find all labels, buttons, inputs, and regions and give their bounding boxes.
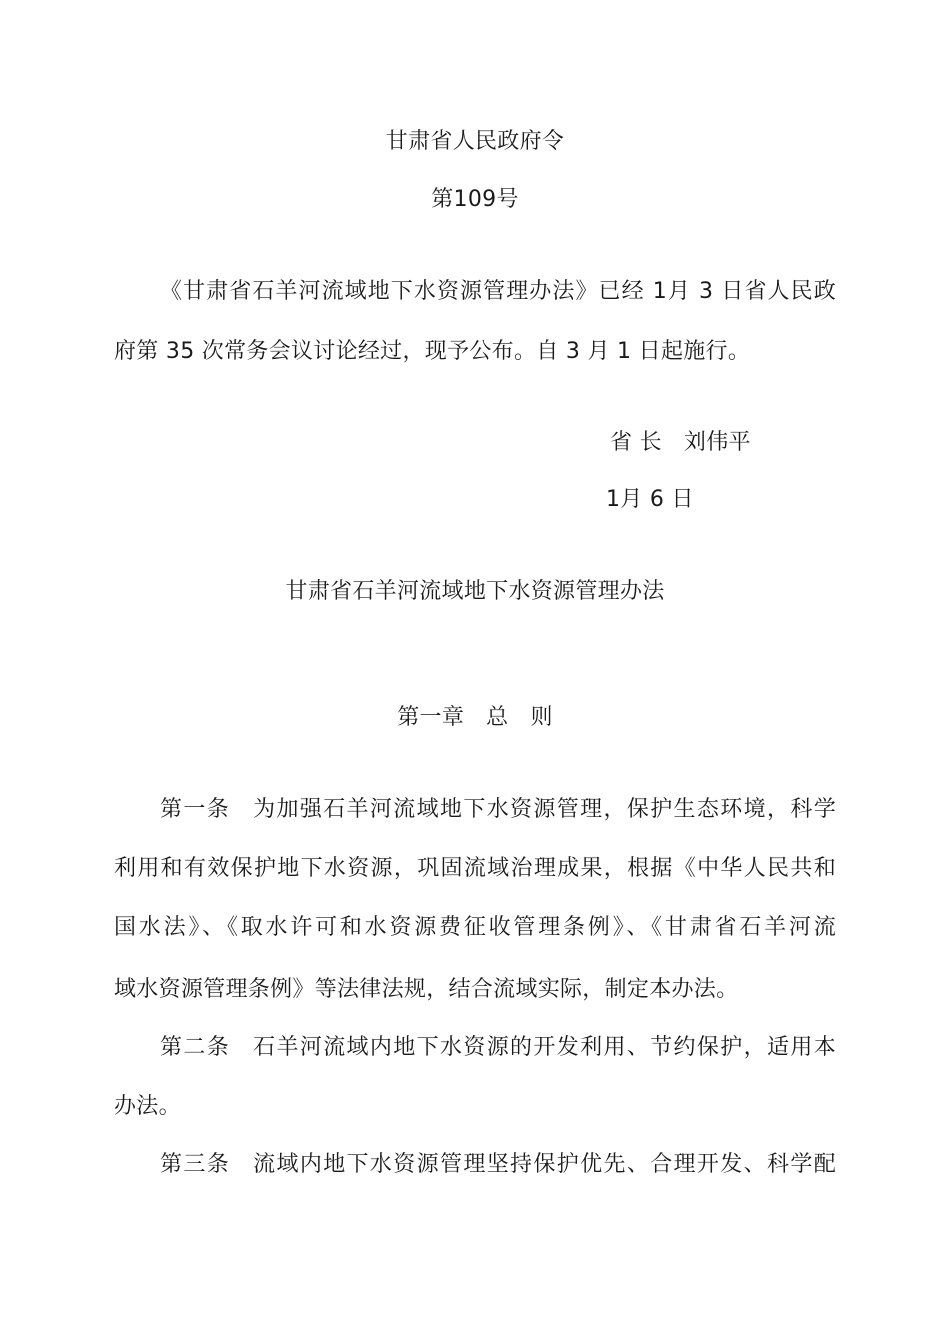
article-1-line-2: 利用和有效保护地下水资源，巩固流域治理成果，根据《中华人民共和	[114, 856, 836, 881]
decree-number: 第109号	[431, 187, 519, 212]
article-label: 第二条	[160, 1035, 231, 1060]
chapter-heading	[0, 703, 950, 733]
signature-title: 省 长	[610, 430, 662, 455]
chapter-heading-text-2: 则	[530, 705, 553, 730]
announcement-line-1: 《甘肃省石羊河流域地下水资源管理办法》已经 1月 3 日省人民政	[160, 279, 836, 304]
signature-name: 刘伟平	[683, 430, 751, 455]
article-text: 石羊河流域内地下水资源的开发利用、节约保护，适用本	[252, 1035, 836, 1060]
article-text: 流域内地下水资源管理坚持保护优先、合理开发、科学配	[252, 1152, 836, 1177]
document-title: 甘肃省石羊河流域地下水资源管理办法	[285, 579, 665, 604]
chapter-heading-text: 总	[486, 705, 509, 730]
signature-date: 1月 6 日	[606, 487, 694, 512]
article-label: 第一条	[160, 797, 231, 822]
signature-block	[610, 428, 751, 458]
article-1-line-3: 国水法》、《取水许可和水资源费征收管理条例》、《甘肃省石羊河流	[114, 915, 836, 940]
article-1-line-4: 域水资源管理条例》等法律法规，结合流域实际，制定本办法。	[114, 977, 739, 1002]
article-3-line-1	[160, 1150, 836, 1180]
announcement-line-2: 府第 35 次常务会议讨论经过，现予公布。自 3 月 1 日起施行。	[114, 339, 751, 364]
decree-title: 甘肃省人民政府令	[385, 129, 565, 154]
article-1-line-1	[160, 795, 836, 825]
article-2-line-2: 办法。	[114, 1094, 181, 1119]
chapter-label: 第一章	[397, 705, 465, 730]
article-text: 为加强石羊河流域地下水资源管理，保护生态环境，科学	[252, 797, 836, 822]
article-label: 第三条	[160, 1152, 231, 1177]
article-2-line-1	[160, 1033, 836, 1063]
